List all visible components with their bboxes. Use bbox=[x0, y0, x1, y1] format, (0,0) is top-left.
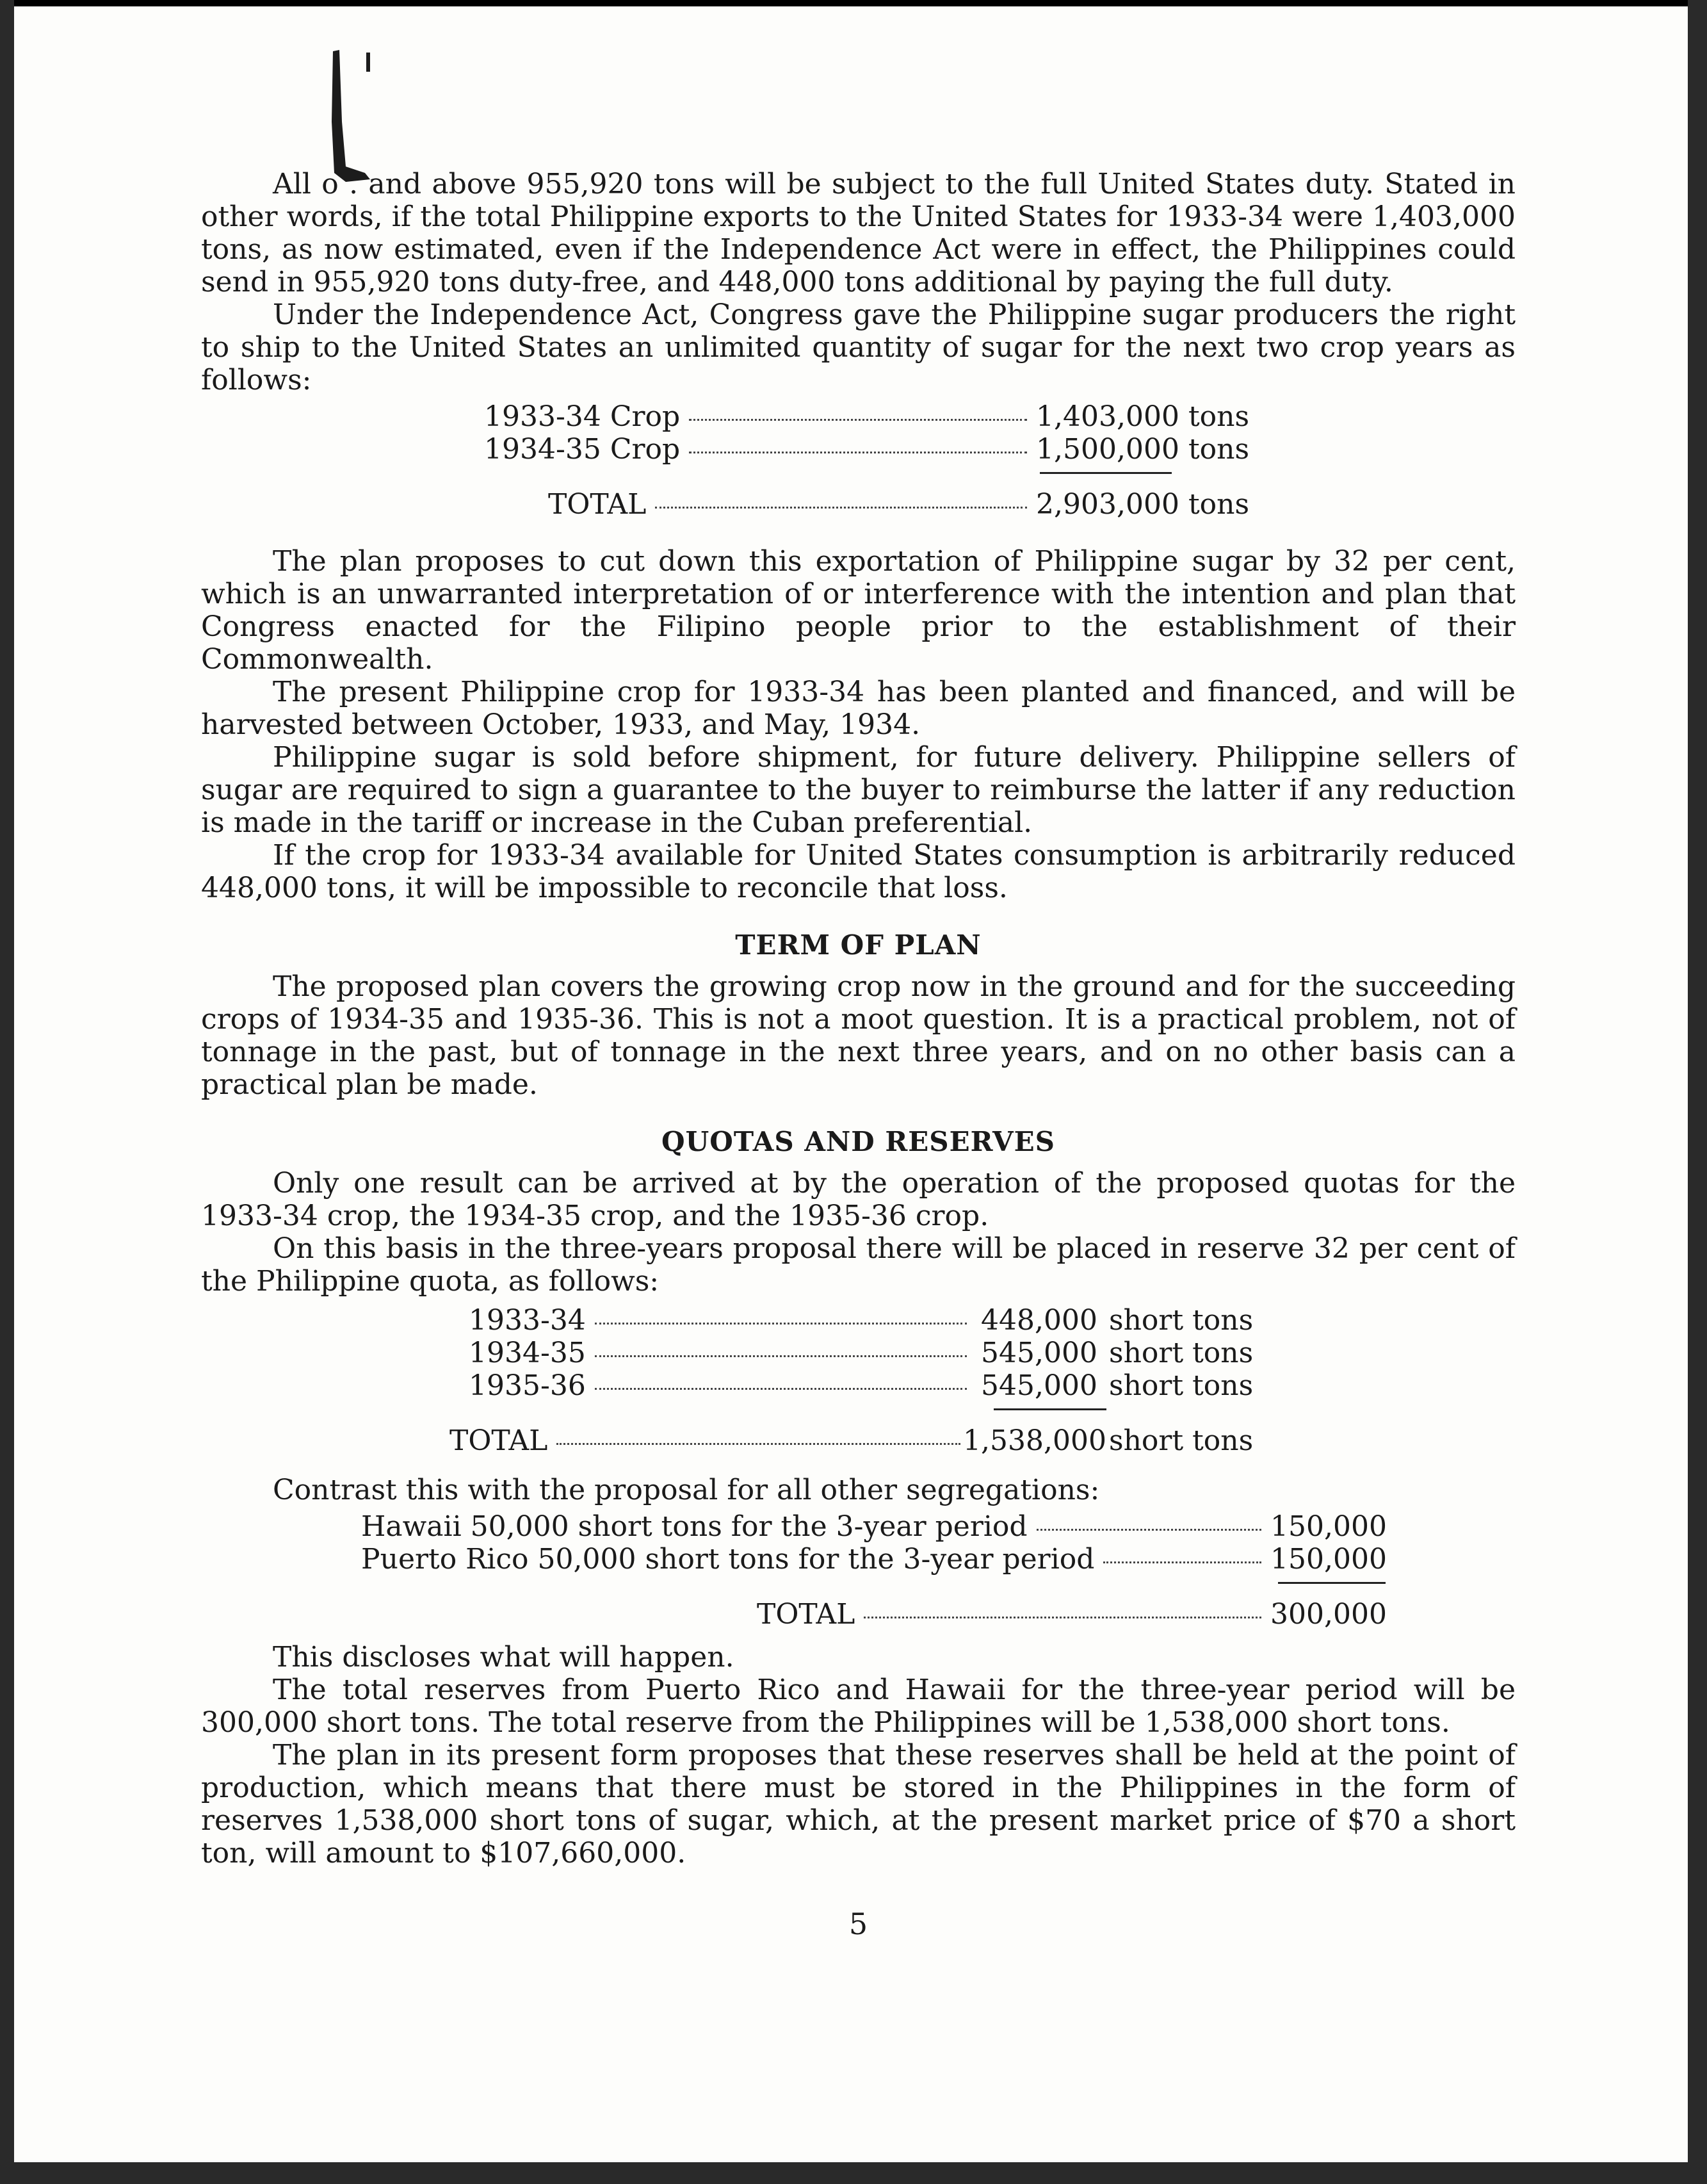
leader-dots bbox=[595, 1388, 967, 1390]
row-label: 1934-35 Crop bbox=[484, 433, 681, 466]
crop-table bbox=[484, 400, 1252, 521]
table-total-row bbox=[449, 1424, 1263, 1457]
table-row bbox=[469, 1369, 1263, 1402]
row-value: 1,500,000 bbox=[1036, 433, 1179, 466]
row-value: 448,000 bbox=[981, 1304, 1097, 1337]
paragraph: All o . and above 955,920 tons will be subject to the full United States duty. Stated in other words, if the total Philippine exports to the United States for 1933-34 were 1,403,000 tons, as now estimated, even if the Independence Act were in effect, the Philippines could send in 955,920 tons duty-free, and 448,000 tons additional by paying the full duty. bbox=[201, 168, 1516, 298]
row-unit: tons bbox=[1188, 400, 1250, 433]
row-unit: short tons bbox=[1109, 1369, 1254, 1402]
total-unit: short tons bbox=[1109, 1424, 1254, 1457]
row-unit: tons bbox=[1188, 433, 1250, 466]
row-unit: short tons bbox=[1109, 1337, 1254, 1369]
scan-border-left bbox=[0, 0, 14, 2184]
leader-dots bbox=[864, 1617, 1261, 1618]
row-value: 150,000 bbox=[1270, 1510, 1387, 1543]
total-value: 1,538,000 bbox=[963, 1424, 1106, 1457]
table-total-row bbox=[361, 1598, 1386, 1631]
body-text bbox=[201, 168, 1516, 1941]
table-row bbox=[361, 1543, 1386, 1576]
scan-border-right bbox=[1688, 0, 1707, 2184]
paragraph: If the crop for 1933-34 available for United States consumption is arbitrarily reduced 448,000 tons, it will be impossible to reconcile that loss. bbox=[201, 839, 1516, 904]
paragraph: Contrast this with the proposal for all other segregations: bbox=[273, 1474, 1100, 1506]
paragraph: This discloses what will happen. bbox=[273, 1641, 734, 1674]
leader-dots bbox=[556, 1443, 960, 1445]
table-row bbox=[361, 1510, 1386, 1543]
total-unit: tons bbox=[1188, 488, 1250, 521]
sum-rule bbox=[994, 1408, 1106, 1410]
paragraph: Only one result can be arrived at by the operation of the proposed quotas for the 1933-34 crop, the 1934-35 crop, and the 1935-36 crop. bbox=[201, 1167, 1516, 1232]
leader-dots bbox=[595, 1355, 967, 1357]
total-label: TOTAL bbox=[548, 488, 647, 521]
sum-rule bbox=[1278, 1582, 1386, 1584]
paragraph: The proposed plan covers the growing crop now in the ground and for the succeeding crops of 1934-35 and 1935-36. This is not a moot question. It is a practical problem, not of tonnage in the past, but of tonnage in the next three years, and on no other basis can a practical plan be made. bbox=[201, 970, 1516, 1101]
section-heading: TERM OF PLAN bbox=[735, 929, 982, 961]
total-value: 300,000 bbox=[1270, 1598, 1387, 1631]
total-label: TOTAL bbox=[449, 1424, 548, 1457]
table-row bbox=[469, 1337, 1263, 1369]
leader-dots bbox=[689, 452, 1027, 453]
total-label: TOTAL bbox=[757, 1598, 855, 1631]
row-value: 545,000 bbox=[981, 1337, 1097, 1369]
paragraph: The plan in its present form proposes that these reserves shall be held at the point of production, which means that there must be stored in the Philippines in the form of reserves 1,538,000 short tons of sugar, which, at the present market price of $70 a short ton, will amount to $107,660,000. bbox=[201, 1739, 1516, 1870]
paragraph: Under the Independence Act, Congress gave the Philippine sugar producers the right to ship to the United States an unlimited quantity of sugar for the next two crop years as follows: bbox=[201, 298, 1516, 396]
leader-dots bbox=[689, 419, 1027, 421]
paragraph: On this basis in the three-years proposal there will be placed in reserve 32 per cent of the Philippine quota, as follows: bbox=[201, 1232, 1516, 1298]
row-label: Puerto Rico 50,000 short tons for the 3-year period bbox=[361, 1543, 1095, 1576]
paragraph: The present Philippine crop for 1933-34 has been planted and financed, and will be harvested between October, 1933, and May, 1934. bbox=[201, 676, 1516, 741]
row-label: 1933-34 Crop bbox=[484, 400, 681, 433]
total-value: 2,903,000 bbox=[1036, 488, 1179, 521]
scan-border-bottom bbox=[0, 2162, 1707, 2184]
table-total-row bbox=[484, 488, 1252, 521]
table-row bbox=[469, 1304, 1263, 1337]
table-row bbox=[484, 400, 1252, 433]
document-page bbox=[14, 6, 1688, 2162]
row-label: 1933-34 bbox=[469, 1304, 586, 1337]
paragraph: The total reserves from Puerto Rico and Hawaii for the three-year period will be 300,000 short tons. The total reserve from the Philippines will be 1,538,000 short tons. bbox=[201, 1674, 1516, 1739]
page-number: 5 bbox=[848, 1907, 868, 1941]
row-label: Hawaii 50,000 short tons for the 3-year period bbox=[361, 1510, 1028, 1543]
row-value: 1,403,000 bbox=[1036, 400, 1179, 433]
row-unit: short tons bbox=[1109, 1304, 1254, 1337]
leader-dots bbox=[655, 507, 1027, 509]
row-value: 545,000 bbox=[981, 1369, 1097, 1402]
section-heading: QUOTAS AND RESERVES bbox=[661, 1126, 1055, 1157]
table-row bbox=[484, 433, 1252, 466]
row-label: 1934-35 bbox=[469, 1337, 586, 1369]
row-label: 1935-36 bbox=[469, 1369, 586, 1402]
paragraph: Philippine sugar is sold before shipment, for future delivery. Philippine sellers of sugar are required to sign a guarantee to the buyer to reimburse the latter if any reduction is made in the tariff or increase in the Cuban preferential. bbox=[201, 741, 1516, 839]
row-value: 150,000 bbox=[1270, 1543, 1387, 1576]
leader-dots bbox=[1103, 1561, 1261, 1563]
reserve-table bbox=[449, 1304, 1263, 1457]
leader-dots bbox=[595, 1323, 967, 1324]
leader-dots bbox=[1037, 1529, 1261, 1531]
other-segregations-table bbox=[361, 1510, 1386, 1631]
paragraph: The plan proposes to cut down this exportation of Philippine sugar by 32 per cent, which is an unwarranted interpretation of or interference with the intention and plan that Congress enacted for the Filipino people prior to the establishment of their Commonwealth. bbox=[201, 545, 1516, 676]
sum-rule bbox=[1040, 472, 1172, 474]
